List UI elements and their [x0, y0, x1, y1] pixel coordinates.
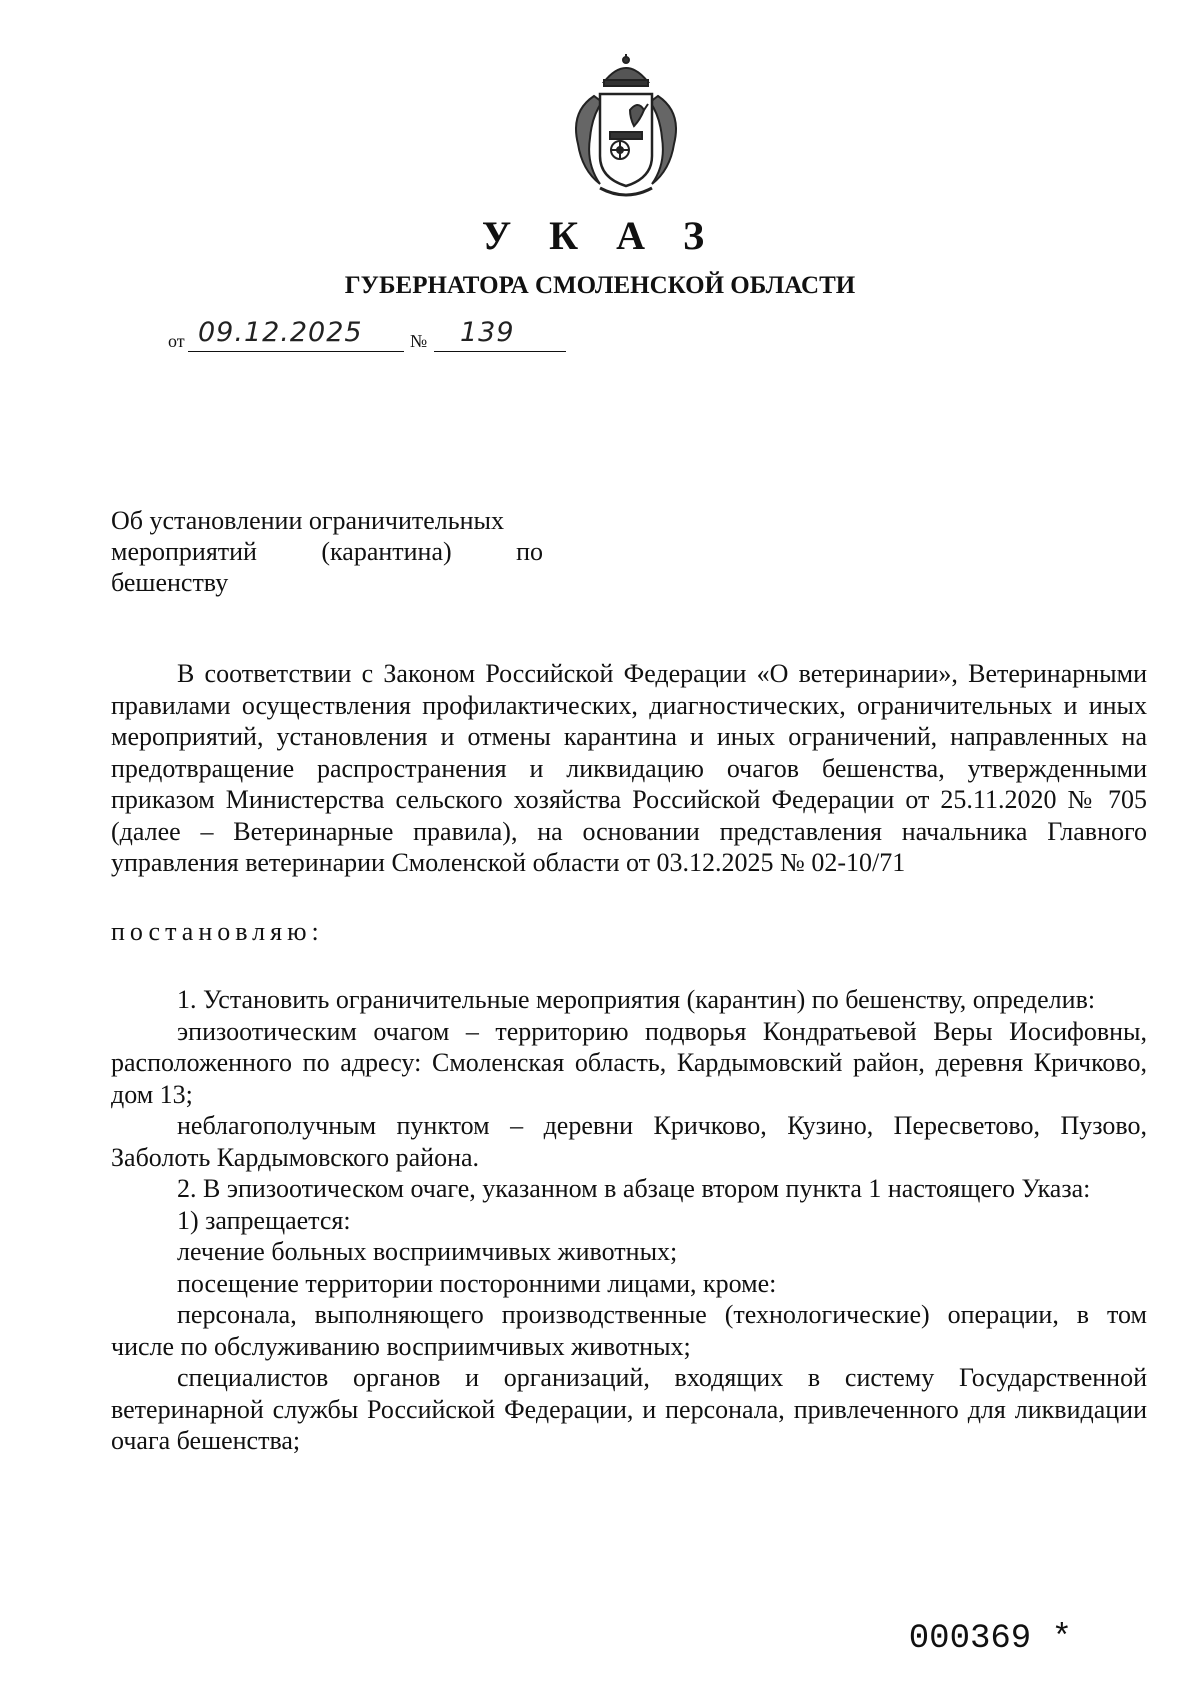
decree-word: постановляю: [111, 916, 324, 946]
paragraph-1-area: неблагополучным пунктом – деревни Кричково, Кузино, Пересветово, Пузово, Заболоть Кардымовского района. [111, 1111, 1147, 1172]
paragraph-2-1: 1) запрещается: [177, 1205, 351, 1235]
paragraph-1: 1. Установить ограничительные мероприятия (карантин) по бешенству, определив: [177, 985, 1096, 1014]
handwritten-date: 09.12.2025 [198, 317, 363, 348]
paragraph-2-1-c: персонала, выполняющего производственные (технологические) операции, в том числе по обслуживанию восприимчивых животных; [111, 1300, 1147, 1361]
paragraph-1-focus: эпизоотическим очагом – территорию подворья Кондратьевой Веры Иосифовны, расположенного по адресу: Смоленская область, Кардымовский район, деревня Кричково, дом 13; [111, 1016, 1147, 1109]
number-prefix-label: № [410, 331, 428, 351]
paragraph-2-1-d: специалистов органов и организаций, входящих в систему Государственной ветеринарной службы Российской Федерации, и персонала, привлеченного для ликвидации очага бешенства; [111, 1363, 1147, 1455]
paragraph-2-1-a: лечение больных восприимчивых животных; [177, 1237, 678, 1266]
smolensk-coat-of-arms-icon [560, 52, 692, 202]
subject-block [111, 505, 543, 598]
paragraph-2-1-b: посещение территории посторонними лицами, кроме: [177, 1268, 777, 1298]
decree-body [111, 658, 1147, 1457]
date-prefix-label: от [168, 331, 185, 351]
subject-line-2: мероприятий (карантина) по [111, 537, 543, 566]
subject-line-1: Об установлении ограничительных [111, 506, 505, 535]
document-title: У К А З [481, 213, 719, 258]
number-underline [434, 351, 566, 352]
date-number-line [168, 316, 608, 352]
handwritten-number: 139 [460, 317, 515, 348]
subject-line-3: бешенству [111, 568, 229, 597]
paragraph-2: 2. В эпизоотическом очаге, указанном в абзаце втором пункта 1 настоящего Указа: [177, 1174, 1091, 1203]
document-issuer: ГУБЕРНАТОРА СМОЛЕНСКОЙ ОБЛАСТИ [344, 272, 856, 299]
serial-number: 000369 * [908, 1620, 1072, 1658]
date-underline [188, 351, 404, 352]
preamble-paragraph: В соответствии с Законом Российской Федерации «О ветеринарии», Ветеринарными правилами осуществления профилактических, диагностических, ограничительных и иных мероприятий, установления и отмены карантина и иных ограничений, направленных на предотвращение распространения и ликвидацию очагов бешенства, утвержденными приказом Министерства сельского хозяйства Российской Федерации от 25.11.2020 № 705 (далее – Ветеринарные правила), на основании представления начальника Главного управления ветеринарии Смоленской области от 03.12.2025 № 02-10/71 [111, 659, 1147, 877]
